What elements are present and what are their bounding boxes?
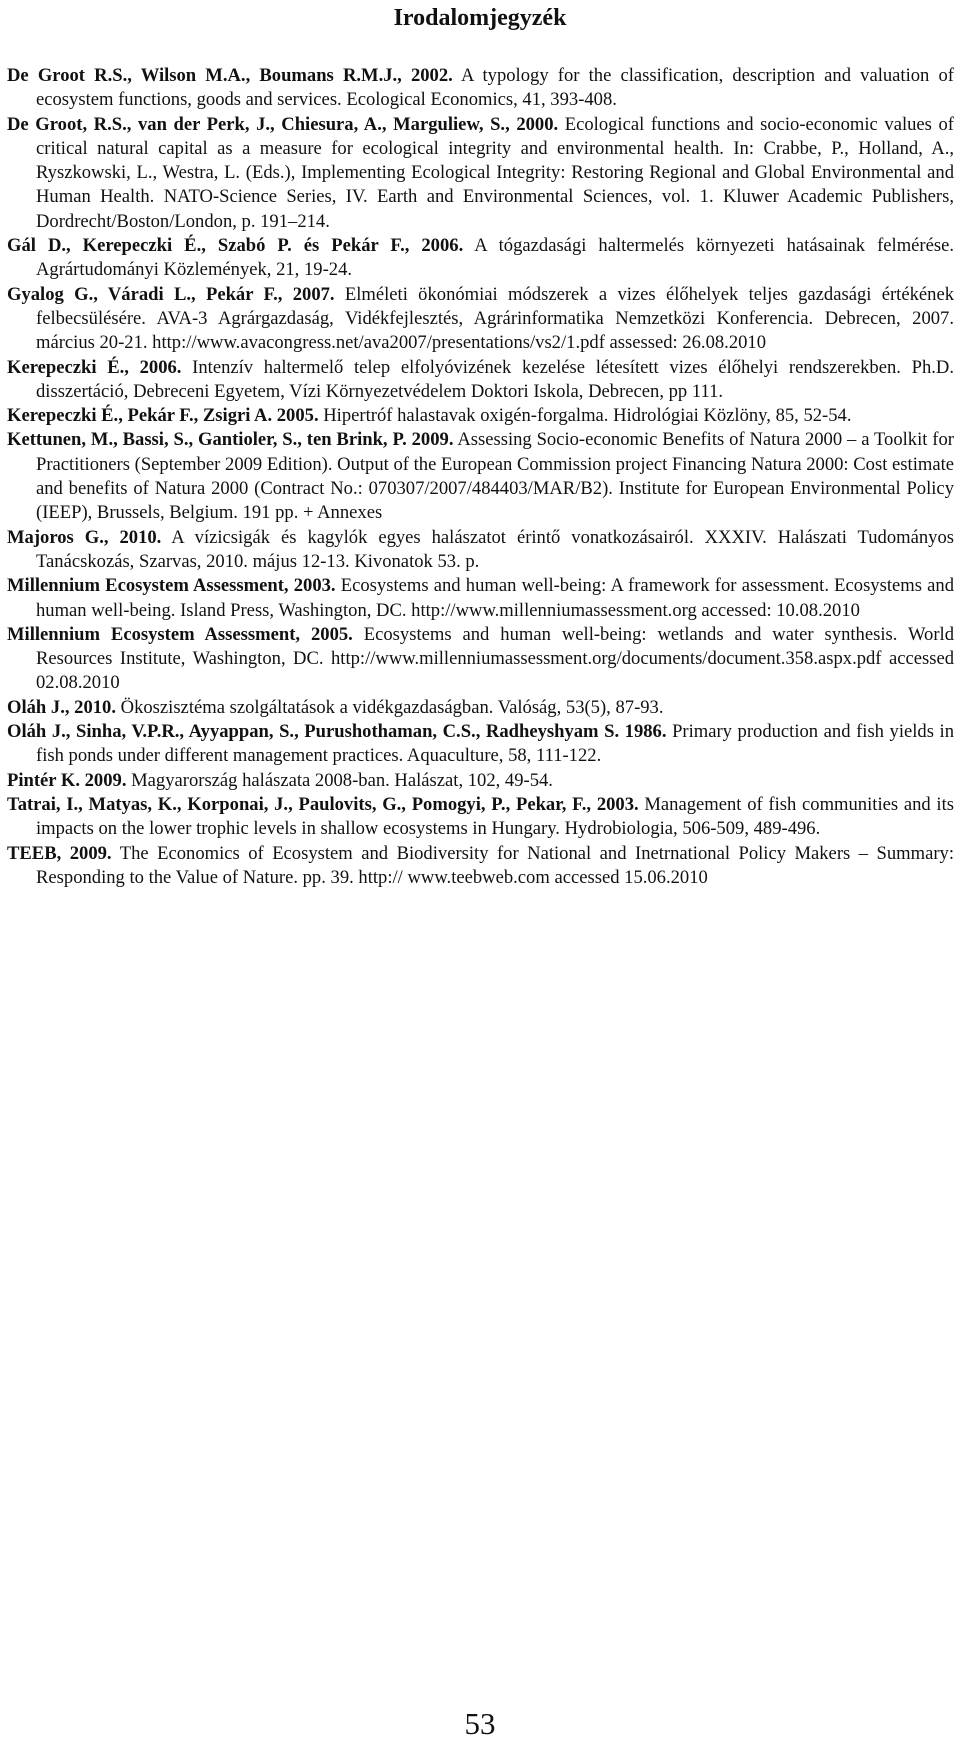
reference-text: Elméleti ökonómiai módszerek a vizes élőhelyek teljes gazdasági értékének felbecsülésére. AVA-3 Agrárgazdaság, Vidékfejlesztés, Agrárinformatika Nemzetközi Konferencia. Debrecen, 2007. március 20-21. http://www.avacongress.net/ava2007/presentations/vs2/1.pdf assessed: 26.08.2010 bbox=[36, 283, 954, 354]
reference-text: A tógazdasági haltermelés környezeti hatásainak felmérése. Agrártudományi Közlemények, 21, 19-24. bbox=[36, 235, 954, 281]
reference-authors: TEEB, 2009. bbox=[7, 842, 112, 864]
reference-authors: Oláh J., 2010. bbox=[7, 696, 116, 718]
reference-text: Ecosystems and human well-being: A framework for assessment. Ecosystems and human well-being. Island Press, Washington, DC. http://www.millenniumassessment.org accessed: 10.08.2010 bbox=[36, 575, 954, 621]
reference-item bbox=[7, 623, 954, 696]
reference-authors: Pintér K. 2009. bbox=[7, 769, 127, 791]
reference-item bbox=[7, 283, 954, 356]
reference-authors: Millennium Ecosystem Assessment, 2003. bbox=[7, 575, 336, 597]
reference-text: Management of fish communities and its impacts on the lower trophic levels in shallow ecosystems in Hungary. Hydrobiologia, 506-509, 489-496. bbox=[36, 793, 954, 840]
reference-item bbox=[7, 696, 954, 720]
reference-item bbox=[7, 404, 954, 428]
reference-authors: Gál D., Kerepeczki É., Szabó P. és Pekár F., 2006. bbox=[7, 235, 464, 257]
reference-authors: Kettunen, M., Bassi, S., Gantioler, S., ten Brink, P. 2009. bbox=[7, 429, 454, 451]
reference-item bbox=[7, 428, 954, 525]
reference-authors: Kerepeczki É., 2006. bbox=[7, 356, 182, 378]
reference-item bbox=[7, 574, 954, 623]
reference-item bbox=[7, 526, 954, 575]
reference-authors: Kerepeczki É., Pekár F., Zsigri A. 2005. bbox=[7, 405, 319, 427]
reference-text: Ecological functions and socio-economic values of critical natural capital as a measure for ecological integrity and environmental health. In: Crabbe, P., Holland, A., Ryszkowski, L., Westra, L. (Eds.), Implementing Ecological Integrity: Restoring Regional and Global Environmental and Human Health. NATO-Science Series, IV. Earth and Environmental Sciences, vol. 1. Kluwer Academic Publishers, Dordrecht/Boston/London, p. 191–214. bbox=[36, 113, 954, 232]
page-number: 53 bbox=[464, 1706, 496, 1741]
reference-text: A vízicsigák és kagylók egyes halászatot érintő vonatkozásairól. XXXIV. Halászati Tudományos Tanácskozás, Szarvas, 2010. május 12-13. Kivonatok 53. p. bbox=[36, 526, 954, 572]
reference-authors: Millennium Ecosystem Assessment, 2005. bbox=[7, 623, 353, 645]
reference-text: Magyarország halászata 2008-ban. Halászat, 102, 49-54. bbox=[126, 769, 553, 791]
reference-item bbox=[7, 720, 954, 769]
reference-item bbox=[7, 769, 954, 793]
reference-text: Primary production and fish yields in fish ponds under different management practices. Aquaculture, 58, 111-122. bbox=[36, 721, 954, 767]
reference-item bbox=[7, 113, 954, 234]
reference-list bbox=[7, 64, 954, 890]
reference-authors: De Groot R.S., Wilson M.A., Boumans R.M.J., 2002. bbox=[7, 65, 453, 86]
reference-item bbox=[7, 793, 954, 842]
page-title: Irodalomjegyzék bbox=[393, 5, 567, 31]
reference-text: The Economics of Ecosystem and Biodiversity for National and Inetrnational Policy Makers – Summary: Responding to the Value of Nature. pp. 39. http:// www.teebweb.com accessed 15.06.2010 bbox=[36, 842, 954, 888]
reference-authors: Tatrai, I., Matyas, K., Korponai, J., Paulovits, G., Pomogyi, P., Pekar, F., 2003. bbox=[7, 793, 639, 815]
reference-authors: Majoros G., 2010. bbox=[7, 526, 162, 548]
reference-text: Hipertróf halastavak oxigén-forgalma. Hidrológiai Közlöny, 85, 52-54. bbox=[318, 405, 852, 427]
reference-text: Ökoszisztéma szolgáltatások a vidékgazdaságban. Valóság, 53(5), 87-93. bbox=[116, 696, 664, 718]
reference-authors: Gyalog G., Váradi L., Pekár F., 2007. bbox=[7, 283, 335, 305]
reference-authors: De Groot, R.S., van der Perk, J., Chiesura, A., Marguliew, S., 2000. bbox=[7, 113, 559, 135]
reference-authors: Oláh J., Sinha, V.P.R., Ayyappan, S., Purushothaman, C.S., Radheyshyam S. 1986. bbox=[7, 721, 667, 743]
reference-item bbox=[7, 356, 954, 405]
reference-text: Ecosystems and human well-being: wetlands and water synthesis. World Resources Institute, Washington, DC. http://www.millenniumassessment.org/documents/document.358.aspx.pdf accessed 02.08.2010 bbox=[36, 623, 954, 694]
reference-text: A typology for the classification, description and valuation of ecosystem functions, goods and services. Ecological Economics, 41, 393-408. bbox=[36, 65, 954, 111]
reference-text: Assessing Socio-economic Benefits of Natura 2000 – a Toolkit for Practitioners (September 2009 Edition). Output of the European Commission project Financing Natura 2000: Cost estimate and benefits of Natura 2000 (Contract No.: 070307/2007/484403/MAR/B2). Institute for European Environmental Policy (IEEP), Brussels, Belgium. 191 pp. + Annexes bbox=[36, 429, 954, 524]
reference-item bbox=[7, 64, 954, 113]
reference-text: Intenzív haltermelő telep elfolyóvizének kezelése létesített vizes élőhelyi rendszerekben. Ph.D. disszertáció, Debreceni Egyetem, Vízi Környezetvédelem Doktori Iskola, Debrecen, pp 111. bbox=[36, 356, 954, 402]
reference-item bbox=[7, 234, 954, 283]
reference-item bbox=[7, 842, 954, 891]
